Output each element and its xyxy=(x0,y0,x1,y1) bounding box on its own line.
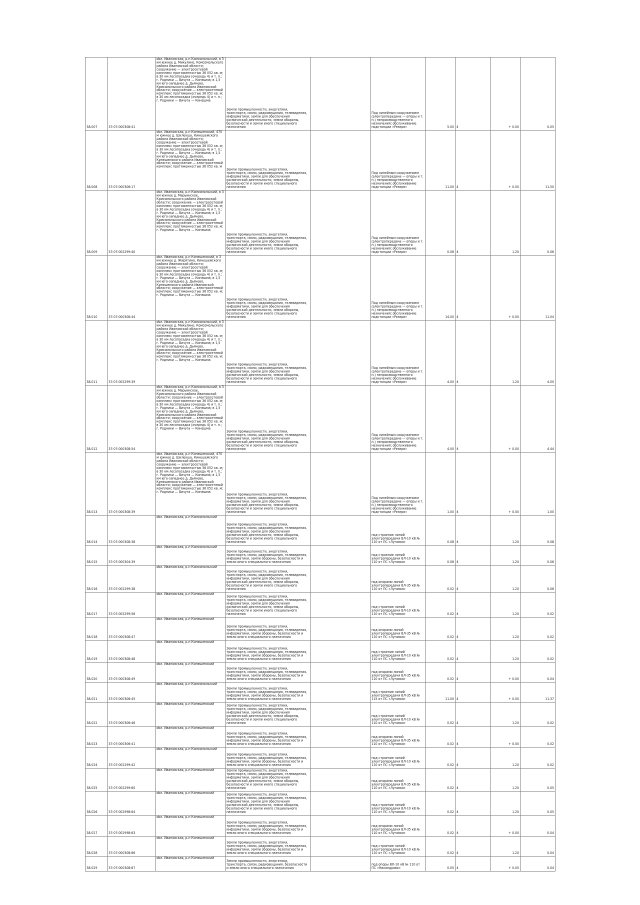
cell-notes xyxy=(310,320,370,385)
cell-total: 0.05 xyxy=(520,768,555,791)
cell-area: 0.02 xyxy=(425,702,455,726)
cell-total: 0.04 xyxy=(520,836,555,856)
table-row xyxy=(85,57,555,130)
cell-rate: + 0.00 xyxy=(490,385,520,452)
table-row xyxy=(85,702,555,726)
cell-id: 38.021 xyxy=(85,682,107,702)
cell-id: 38.007 xyxy=(85,57,107,130)
cell-category: Земли промышленности, энергетики, транспорта, связи, радиовещания, телевидения, информатики, земли для обеспечения космической деятельности, земли обороны, безопасности и земли иного специального назначения xyxy=(225,452,310,515)
cell-total: 0.02 xyxy=(520,592,555,617)
cell-notes xyxy=(310,545,370,565)
cell-area: 0.02 xyxy=(425,768,455,791)
table-row xyxy=(85,565,555,592)
cell-code: 4 xyxy=(455,856,490,871)
cell-code: 4 xyxy=(455,662,490,682)
cell-notes xyxy=(310,662,370,682)
cell-address: обл. Ивановская, р-н Кинешемский xyxy=(155,768,225,791)
cell-id: 38.010 xyxy=(85,255,107,320)
cell-code: 4 xyxy=(455,815,490,836)
table-row xyxy=(85,768,555,791)
cell-code: 4 xyxy=(455,255,490,320)
table-row xyxy=(85,791,555,815)
cell-rate: + 0.00 xyxy=(490,452,520,515)
cell-cadastral: 37:07:002299:56 xyxy=(107,592,155,617)
cell-cadastral: 37:07:000306:46 xyxy=(107,702,155,726)
cell-code: 4 xyxy=(455,190,490,255)
cell-area: 0.02 xyxy=(425,836,455,856)
table-row xyxy=(85,385,555,452)
cell-rate: 1.20 xyxy=(490,768,520,791)
cell-address: обл. Ивановская, р-н Комсомольский xyxy=(155,682,225,702)
table-row xyxy=(85,726,555,747)
cell-usage: Под линейным сооружением (электропередача — опоры и т. п.) непроизводственного назначения; обслуживание подстанции «Резерв» xyxy=(370,452,425,515)
cell-cadastral: 37:07:002299:39 xyxy=(107,320,155,385)
cell-category: Земли промышленности, энергетики, транспорта, связи, радиовещания, телевидения, информатики, земли для обеспечения космической деятельности, земли обороны, безопасности и земли иного специального назначения xyxy=(225,768,310,791)
cell-area: 11.00 xyxy=(425,130,455,190)
cell-address: обл. Ивановская, р-н Кинешемский xyxy=(155,726,225,747)
cell-notes xyxy=(310,640,370,662)
cell-usage: под строение линий электропередачи ВЛ-10 кВ № 110 от ПС «Луговая» xyxy=(370,747,425,768)
cell-address: обл. Ивановская, р-н Комсомольский xyxy=(155,515,225,545)
cell-total: 11.50 xyxy=(520,130,555,190)
cell-id: 38.011 xyxy=(85,320,107,385)
cell-category: Земли промышленности, энергетики, транспорта, связи, радиовещания, телевидения, информатики, земли для обеспечения космической деятельности, земли обороны, безопасности и земли иного специального назначения xyxy=(225,385,310,452)
cell-rate: + 0.00 xyxy=(490,726,520,747)
cell-notes xyxy=(310,385,370,452)
parcel-table-sheet xyxy=(85,57,556,872)
cell-usage: под строение линий электропередачи ВЛ-10 кВ № 110 от ПС «Луговая» xyxy=(370,545,425,565)
cell-usage: под строение линий электропередачи ВЛ-10 кВ № 110 от ПС «Луговая» xyxy=(370,515,425,545)
cell-usage: под опорами линий электропередачи ВЛ-35 кВ № 110 от ПС «Луговая» xyxy=(370,768,425,791)
cell-code: 4 xyxy=(455,702,490,726)
cell-cadastral: 37:07:000308:49 xyxy=(107,662,155,682)
cell-cadastral: 37:07:000308:39 xyxy=(107,452,155,515)
cell-cadastral: 37:07:002998:64 xyxy=(107,791,155,815)
cell-cadastral: 37:07:000306:45 xyxy=(107,682,155,702)
table-row xyxy=(85,545,555,565)
cell-code: 4 xyxy=(455,57,490,130)
cell-total: 0.06 xyxy=(520,565,555,592)
cell-code: 4 xyxy=(455,791,490,815)
cell-total: 0.04 xyxy=(520,662,555,682)
table-row xyxy=(85,815,555,836)
cell-address: обл. Ивановская, р-н Кинешемский xyxy=(155,702,225,726)
cell-cadastral: 37:07:000308:66 xyxy=(107,836,155,856)
cell-id: 38.016 xyxy=(85,565,107,592)
cell-cadastral: 37:07:002299:60 xyxy=(107,768,155,791)
table-row xyxy=(85,662,555,682)
table-row xyxy=(85,640,555,662)
cell-address: обл. Ивановская, р-н Комсомольский, в 3 км южнее д. Марьинское, Комсомольского района Ивановской области; сооружение — электросетевой комплекс протяженностью 36 052 кв. м; в 30 км лесопосадка (очередь 4) и т. п.; г. Родники — Вичуга — Кинешма; в 1,5 км юго-западнее д. Дьячево, Комсомольского района Ивановской области; сооружение — электросетевой комплекс протяженностью 36 052 кв. м; в 30 км лесопосадка (очередь 4) и т. п.; г. Родники — Вичуга — Кинешма xyxy=(155,385,225,452)
parcel-table-body xyxy=(85,57,555,871)
cell-address: обл. Ивановская, р-н Комсомольский, в 3 км южнее д. Марьинское, Комсомольского района Ивановской области; сооружение — электросетевой комплекс протяженностью 36 052 кв. м; в 30 км лесопосадка (очередь 4) и т. п.; г. Родники — Вичуга — Кинешма; в 1,5 км юго-западнее д. Дьячево, Комсомольского района Ивановской области; сооружение — электросетевой комплекс протяженностью 36 052 кв. м; г. Родники — Вичуга — Кинешма xyxy=(155,190,225,255)
cell-address: обл. Ивановская, р-н Кинешемский, в 3 км южнее д. Жирятино, Кинешемского района Ивановской области; сооружение — электросетевой комплекс протяженностью 36 052 кв. м; в 30 км лесопосадка (очередь 4) и т. п.; г. Родники — Вичуга — Кинешма; в 1,5 км юго-западнее д. Дьячево, Кинешемского района Ивановской области; сооружение — электросетевой комплекс протяженностью 36 052 кв. м; г. Родники — Вичуга — Кинешма xyxy=(155,255,225,320)
cell-total: 4.00 xyxy=(520,320,555,385)
cell-category: Земли промышленности, энергетики, транспорта, связи, радиовещания, телевидения, информатики, земли обороны, безопасности и земли иного специального назначения xyxy=(225,640,310,662)
cell-rate: + 0.00 xyxy=(490,682,520,702)
cell-code: 4 xyxy=(455,836,490,856)
cell-cadastral: 37:07:000308:38 xyxy=(107,515,155,545)
cell-rate: 1.20 xyxy=(490,565,520,592)
table-row xyxy=(85,592,555,617)
cell-area: 0.02 xyxy=(425,592,455,617)
cell-area: 0.02 xyxy=(425,617,455,640)
cell-id: 38.019 xyxy=(85,640,107,662)
cell-usage: под опорами линий электропередачи ВЛ-35 кВ № 110 от ПС «Луговая» xyxy=(370,565,425,592)
cell-code: 4 xyxy=(455,747,490,768)
cell-total: 0.02 xyxy=(520,747,555,768)
cell-address: обл. Ивановская, р-н Комсомольский xyxy=(155,747,225,768)
cell-address: обл. Ивановская, р-н Комсомольский, в 3 км южнее д. Микулино, Комсомольского района Ивановской области; сооружение — электросетевой комплекс протяженностью 36 052 кв. м; в 30 км лесопосадка (очередь 4) и т. п.; г. Родники — Вичуга — Кинешма; в 1,5 км юго-западнее д. Дьячево, Комсомольского района Ивановской области; сооружение — электросетевой комплекс протяженностью 36 052 кв. м; г. Родники — Вичуга — Кинешма xyxy=(155,320,225,385)
cell-total: 0.08 xyxy=(520,515,555,545)
cell-total: 0.02 xyxy=(520,617,555,640)
cell-rate: + 0.00 xyxy=(490,856,520,871)
cell-cadastral: 37:07:002299:40 xyxy=(107,190,155,255)
cell-category: Земли промышленности, энергетики, транспорта, связи, радиовещания, телевидения, информатики, земли для обеспечения космической деятельности, земли обороны, безопасности и земли иного специального назначения xyxy=(225,320,310,385)
cell-rate: 1.20 xyxy=(490,747,520,768)
cell-code: 4 xyxy=(455,385,490,452)
parcel-table xyxy=(85,57,556,872)
cell-category: Земли промышленности, энергетики, транспорта, связи, радиовещания, телевидения, информатики, земли обороны, безопасности и земли иного специального назначения xyxy=(225,836,310,856)
cell-notes xyxy=(310,515,370,545)
cell-usage: Под линейным сооружением (электропередача — опоры и т. п.) непроизводственного назначения; обслуживание подстанции «Резерв» xyxy=(370,57,425,130)
cell-notes xyxy=(310,747,370,768)
cell-rate: 1.20 xyxy=(490,617,520,640)
cell-area: 5.00 xyxy=(425,57,455,130)
cell-rate: + 0.00 xyxy=(490,662,520,682)
cell-notes xyxy=(310,791,370,815)
cell-category: Земли промышленности, энергетики, транспорта, связи, радиовещания, телевидения, информатики, земли для обеспечения космической деятельности, земли обороны, безопасности и земли иного специального назначения xyxy=(225,565,310,592)
cell-area: 0.06 xyxy=(425,190,455,255)
table-row xyxy=(85,452,555,515)
cell-notes xyxy=(310,768,370,791)
cell-id: 38.029 xyxy=(85,856,107,871)
cell-category: Земли промышленности, энергетики, транспорта, связи, радиовещания, телевидения, информатики, земли для обеспечения космической деятельности, земли обороны, безопасности и земли иного специального назначения xyxy=(225,515,310,545)
cell-category: Земли промышленности, энергетики, транспорта, связи, радиовещания, телевидения, информатики, земли для обеспечения космической деятельности, земли обороны, безопасности и земли иного специального назначения xyxy=(225,791,310,815)
cell-id: 38.015 xyxy=(85,545,107,565)
cell-total: 0.05 xyxy=(520,791,555,815)
table-row xyxy=(85,190,555,255)
cell-usage: под строение линий электропередачи ВЛ-10 кВ № 110 от ПС «Луговая» xyxy=(370,791,425,815)
cell-category: Земли промышленности, энергетики, транспорта, связи, радиовещания, телевидения, информатики, земли для обеспечения космической деятельности, земли обороны, безопасности и земли иного специального назначения xyxy=(225,592,310,617)
cell-area: 0.06 xyxy=(425,545,455,565)
table-row xyxy=(85,836,555,856)
cell-category: Земли промышленности, энергетики, транспорта, связи, радиовещания, телевидения, информатики, земли для обеспечения космической деятельности, земли обороны, безопасности и земли иного специального назначения xyxy=(225,190,310,255)
cell-rate: 1.20 xyxy=(490,836,520,856)
cell-total: 0.02 xyxy=(520,726,555,747)
cell-notes xyxy=(310,452,370,515)
cell-rate: 1.20 xyxy=(490,515,520,545)
cell-notes xyxy=(310,57,370,130)
cell-id: 38.009 xyxy=(85,190,107,255)
cell-address: обл. Ивановская, р-н Кинешемский xyxy=(155,592,225,617)
cell-rate: + 0.00 xyxy=(490,130,520,190)
cell-category: Земли промышленности, энергетики, транспорта, связи, радиовещания, телевидения, информатики, земли для обеспечения космической деятельности, земли обороны, безопасности и земли иного специального назначения xyxy=(225,255,310,320)
cell-usage: под строение линий электропередачи ВЛ-10 кВ № 110 от ПС «Луговая» xyxy=(370,592,425,617)
cell-area: 0.02 xyxy=(425,815,455,836)
cell-area: 14.00 xyxy=(425,255,455,320)
cell-address: обл. Ивановская, р-н Кинешемский xyxy=(155,662,225,682)
cell-rate: 1.20 xyxy=(490,592,520,617)
table-row xyxy=(85,255,555,320)
cell-rate: + 0.00 xyxy=(490,255,520,320)
cell-category: Земли промышленности, энергетики, транспорта, связи, радиовещания, телевидения, информатики, земли обороны, безопасности и земли иного специального назначения xyxy=(225,682,310,702)
cell-usage: под строение линий электропередачи ВЛ-35 кВ № 115 от ПС «Луговая» xyxy=(370,682,425,702)
cell-id: 38.028 xyxy=(85,836,107,856)
cell-cadastral: 37:07:000306:17 xyxy=(107,130,155,190)
cell-usage: под строение линий электропередачи ВЛ-10 кВ № 110 от ПС «Луговая» xyxy=(370,640,425,662)
cell-usage: Под линейным сооружением (электропередача — опоры и т. п.) непроизводственного назначения; обслуживание подстанции «Резерв» xyxy=(370,385,425,452)
cell-rate: 1.20 xyxy=(490,640,520,662)
cell-cadastral: 37:07:000308:44 xyxy=(107,255,155,320)
cell-code: 4 xyxy=(455,768,490,791)
cell-category: Земли промышленности, энергетики, транспорта, связи, радиовещания, телевидения, информатики, земли обороны, безопасности и земли иного специального назначения xyxy=(225,726,310,747)
cell-category: Земли промышленности, энергетики, транспорта, связи, радиовещания, телевидения, информатики, земли обороны, безопасности и земли иного специального назначения xyxy=(225,662,310,682)
cell-address: обл. Ивановская, р-н Кинешемский xyxy=(155,640,225,662)
cell-id: 38.008 xyxy=(85,130,107,190)
cell-total: 1.00 xyxy=(520,452,555,515)
table-row xyxy=(85,130,555,190)
cell-total: 11.04 xyxy=(520,255,555,320)
cell-code: 4 xyxy=(455,545,490,565)
cell-usage: Под линейным сооружением (электропередача — опоры и т. п.) непроизводственного назначения; обслуживание подстанции «Резерв» xyxy=(370,190,425,255)
cell-category: Земли промышленности, энергетики, транспорта, связи, радиовещания, телевидения, информатики, земли для обеспечения космической деятельности, земли обороны, безопасности и земли иного специального назначения xyxy=(225,702,310,726)
cell-notes xyxy=(310,702,370,726)
cell-address: обл. Ивановская, р-н Комсомольский xyxy=(155,545,225,565)
cell-notes xyxy=(310,836,370,856)
cell-id: 38.020 xyxy=(85,662,107,682)
cell-total: 0.02 xyxy=(520,640,555,662)
cell-id: 38.027 xyxy=(85,815,107,836)
cell-address: обл. Ивановская, р-н Кинешемский xyxy=(155,856,225,871)
cell-usage: Под линейным сооружением (электропередача — опоры и т. п.) непроизводственного назначения; обслуживание подстанции «Резерв» xyxy=(370,255,425,320)
cell-code: 4 xyxy=(455,565,490,592)
cell-notes xyxy=(310,255,370,320)
cell-total: 0.06 xyxy=(520,190,555,255)
cell-id: 38.023 xyxy=(85,726,107,747)
cell-category: Земли промышленности, энергетики, транспорта, связи, радиовещания, телевидения, информатики, земли для обеспечения космической деятельности, земли обороны, безопасности и земли иного специального назначения xyxy=(225,130,310,190)
cell-area: 11.00 xyxy=(425,682,455,702)
cell-total: 0.06 xyxy=(520,545,555,565)
cell-usage: под опорами линий электропередачи ВЛ-35 кВ № 110 от ПС «Луговая» xyxy=(370,617,425,640)
cell-notes xyxy=(310,190,370,255)
cell-usage: под опорами линий электропередачи ВЛ-35 кВ № 110 от ПС «Луговая» xyxy=(370,726,425,747)
cell-area: 0.02 xyxy=(425,726,455,747)
cell-area: 0.02 xyxy=(425,640,455,662)
cell-rate: 1.20 xyxy=(490,320,520,385)
cell-id: 38.026 xyxy=(85,791,107,815)
cell-cadastral: 37:07:000308:67 xyxy=(107,856,155,871)
table-row xyxy=(85,747,555,768)
cell-id: 38.024 xyxy=(85,747,107,768)
cell-usage: под строение линий электропередачи ВЛ-10 кВ № 110 от ПС «Луговая» xyxy=(370,702,425,726)
cell-cadastral: 37:07:002299:38 xyxy=(107,565,155,592)
cell-area: 0.05 xyxy=(425,856,455,871)
cell-category: Земли промышленности, энергетики, транспорта, связи, радиовещания, телевидения, информатики, земли обороны, безопасности и земли иного специального назначения xyxy=(225,545,310,565)
cell-notes xyxy=(310,565,370,592)
cell-address: обл. Ивановская, р-н Комсомольский xyxy=(155,565,225,592)
cell-code: 4 xyxy=(455,452,490,515)
cell-usage: под опорами линий электропередачи ВЛ-35 кВ № 110 от ПС «Луговая» xyxy=(370,815,425,836)
cell-code: 4 xyxy=(455,515,490,545)
cell-rate: 1.20 xyxy=(490,702,520,726)
cell-usage: под опорами линий электропередачи ВЛ-35 кВ № 110 от ПС «Луговая» xyxy=(370,662,425,682)
cell-id: 38.022 xyxy=(85,702,107,726)
cell-id: 38.012 xyxy=(85,385,107,452)
cell-area: 4.00 xyxy=(425,320,455,385)
cell-rate: + 0.00 xyxy=(490,815,520,836)
cell-total: 0.05 xyxy=(520,57,555,130)
cell-address: обл. Ивановская, р-н Кинешемский xyxy=(155,815,225,836)
cell-id: 38.014 xyxy=(85,515,107,545)
cell-code: 4 xyxy=(455,682,490,702)
cell-usage: Под линейным сооружением (электропередача — опоры и т. п.) непроизводственного назначения; обслуживание подстанции «Резерв» xyxy=(370,130,425,190)
cell-area: 0.02 xyxy=(425,791,455,815)
cell-id: 38.018 xyxy=(85,617,107,640)
cell-notes xyxy=(310,617,370,640)
cell-category: Земли промышленности, энергетики, транспорта, связи, радиовещания, телевидения, информатики, земли обороны, безопасности и земли иного специального назначения xyxy=(225,617,310,640)
cell-total: 0.04 xyxy=(520,856,555,871)
cell-total: 4.44 xyxy=(520,385,555,452)
table-row xyxy=(85,320,555,385)
table-row xyxy=(85,515,555,545)
cell-code: 4 xyxy=(455,592,490,617)
cell-address: обл. Ивановская, р-н Кинешемский, 470 м южнее д. Шилекша, Кинешемского района Ивановской области; сооружение — электросетевой комплекс протяженностью 36 052 кв. м; в 30 км лесопосадка (очередь 4) и т. п.; г. Родники — Вичуга — Кинешма; в 1,5 км юго-западнее д. Дьячево, Кинешемского района Ивановской области; сооружение — электросетевой комплекс протяженностью 36 052 кв. м; г. Родники — Вичуга — Кинешма xyxy=(155,452,225,515)
cell-address: обл. Ивановская, р-н Кинешемский xyxy=(155,836,225,856)
cell-address: обл. Ивановская, р-н Кинешемский, 470 м южнее д. Шилекша, Кинешемского района Ивановской области; сооружение — электросетевой комплекс протяженностью 36 052 кв. м; в 30 км лесопосадка (очередь 4) и т. п.; г. Родники — Вичуга — Кинешма; в 1,5 км юго-западнее д. Дьячево, Кинешемского района Ивановской области; сооружение — электросетевой комплекс протяженностью 36 052 кв. м xyxy=(155,130,225,190)
cell-category: Земли промышленности, энергетики, транспорта, связи, радиовещания, безопасности и земли иного специального назначения xyxy=(225,856,310,871)
cell-rate: + 0.00 xyxy=(490,57,520,130)
cell-notes xyxy=(310,682,370,702)
cell-notes xyxy=(310,856,370,871)
cell-category: Земли промышленности, энергетики, транспорта, связи, радиовещания, телевидения, информатики, земли обороны, безопасности и земли иного специального назначения xyxy=(225,747,310,768)
cell-id: 38.013 xyxy=(85,452,107,515)
cell-usage: Под линейным сооружением (электропередача — опоры и т. п.) непроизводственного назначения; обслуживание подстанции «Резерв» xyxy=(370,320,425,385)
cell-cadastral: 37:07:000308:48 xyxy=(107,640,155,662)
cell-usage: под строение линий электропередачи ВЛ-10 кВ № 110 от ПС «Луговая» xyxy=(370,836,425,856)
table-row xyxy=(85,682,555,702)
cell-cadastral: 37:07:000308:41 xyxy=(107,57,155,130)
cell-cadastral: 37:07:002998:63 xyxy=(107,815,155,836)
table-row xyxy=(85,617,555,640)
cell-total: 0.02 xyxy=(520,702,555,726)
cell-code: 4 xyxy=(455,130,490,190)
cell-cadastral: 37:07:000308:54 xyxy=(107,385,155,452)
cell-cadastral: 37:07:002299:42 xyxy=(107,747,155,768)
cell-area: 0.02 xyxy=(425,747,455,768)
cell-usage: под опоры ВЛ-10 кВ № 110 от ПС «Никандрово» xyxy=(370,856,425,871)
cell-code: 4 xyxy=(455,617,490,640)
cell-notes xyxy=(310,130,370,190)
cell-notes xyxy=(310,592,370,617)
cell-total: 0.04 xyxy=(520,815,555,836)
cell-rate: 1.20 xyxy=(490,791,520,815)
cell-category: Земли промышленности, энергетики, транспорта, связи, радиовещания, телевидения, информатики, земли для обеспечения космической деятельности, земли обороны, безопасности и земли иного специального назначения xyxy=(225,57,310,130)
cell-area: 4.00 xyxy=(425,385,455,452)
cell-code: 4 xyxy=(455,640,490,662)
cell-id: 38.025 xyxy=(85,768,107,791)
table-row xyxy=(85,856,555,871)
cell-category: Земли промышленности, энергетики, транспорта, связи, радиовещания, телевидения, информатики, земли обороны, безопасности и земли иного специального назначения xyxy=(225,815,310,836)
cell-area: 0.02 xyxy=(425,662,455,682)
cell-area: 0.08 xyxy=(425,515,455,545)
cell-code: 4 xyxy=(455,320,490,385)
cell-code: 4 xyxy=(455,726,490,747)
cell-notes xyxy=(310,815,370,836)
cell-cadastral: 37:07:000306:41 xyxy=(107,726,155,747)
cell-cadastral: 37:07:000304:39 xyxy=(107,545,155,565)
cell-address: обл. Ивановская, р-н Комсомольский, в 3 км южнее д. Микулино, Комсомольского района Ивановской области; сооружение — электросетевой комплекс протяженностью 36 052 кв. м; в 30 км лесопосадка (очередь 4) и т. п.; г. Родники — Вичуга — Кинешма; в 1,5 км юго-западнее д. Дьячево, Комсомольского района Ивановской области; сооружение — электросетевой комплекс протяженностью 36 052 кв. м; в 30 км лесопосадка (очередь 4) и т. п.; г. Родники — Вичуга — Кинешма xyxy=(155,57,225,130)
cell-notes xyxy=(310,726,370,747)
cell-area: 0.02 xyxy=(425,565,455,592)
cell-id: 38.017 xyxy=(85,592,107,617)
cell-area: 1.00 xyxy=(425,452,455,515)
cell-cadastral: 37:07:000308:47 xyxy=(107,617,155,640)
cell-address: обл. Ивановская, р-н Кинешемский xyxy=(155,617,225,640)
cell-rate: 1.20 xyxy=(490,545,520,565)
cell-rate: 1.20 xyxy=(490,190,520,255)
cell-address: обл. Ивановская, р-н Кинешемский xyxy=(155,791,225,815)
cell-total: 11.37 xyxy=(520,682,555,702)
